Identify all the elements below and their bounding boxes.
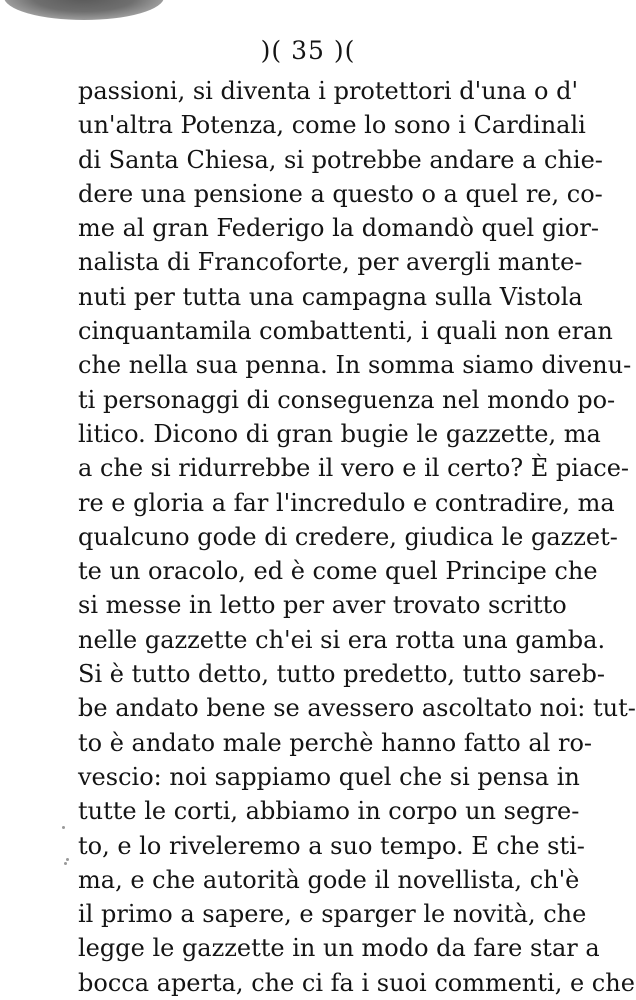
text-line: ma, e che autorità gode il novellista, ch'è <box>78 865 580 894</box>
text-line: Si è tutto detto, tutto predetto, tutto sareb- <box>78 660 605 689</box>
text-line: to è andato male perchè hanno fatto al ro- <box>78 728 593 757</box>
paper-speck <box>62 826 65 829</box>
text-line: dere una pensione a questo o a quel re, co- <box>78 179 603 208</box>
text-line: nuti per tutta una campagna sulla Vistola <box>78 282 583 311</box>
text-line: a che si ridurrebbe il vero e il certo? È piace- <box>78 454 630 483</box>
paper-speck <box>64 862 67 865</box>
text-line: qualcuno gode di credere, giudica le gazzet- <box>78 522 618 551</box>
text-line: nalista di Francoforte, per avergli mante- <box>78 248 583 277</box>
text-line: vescio: noi sappiamo quel che si pensa in <box>78 762 580 791</box>
text-line: be andato bene se avessero ascoltato noi: tut- <box>78 694 636 723</box>
text-line: ti personaggi di conseguenza nel mondo po- <box>78 385 616 414</box>
text-line: cinquantamila combattenti, i quali non eran <box>78 317 613 346</box>
text-line: nelle gazzette ch'ei si era rotta una gamba. <box>78 625 606 654</box>
text-line: re e gloria a far l'incredulo e contradire, ma <box>78 488 615 517</box>
page-number: )( 35 )( <box>260 36 356 65</box>
text-line: passioni, si diventa i protettori d'una o d' <box>78 77 579 105</box>
text-line: si messe in letto per aver trovato scritto <box>78 591 567 620</box>
text-line: bocca aperta, che ci fa i suoi commenti, e che <box>78 968 635 997</box>
text-line: di Santa Chiesa, si potrebbe andare a chie- <box>78 145 603 174</box>
text-line: un'altra Potenza, come lo sono i Cardinali <box>78 111 586 140</box>
body-text <box>78 74 636 1000</box>
page-corner-smudge <box>4 0 164 20</box>
text-line: te un oracolo, ed è come quel Principe che <box>78 557 598 586</box>
text-line: il primo a sapere, e sparger le novità, che <box>78 900 587 929</box>
text-line: to, e lo riveleremo a suo tempo. E che sti- <box>78 831 585 860</box>
text-line: legge le gazzette in un modo da fare star a <box>78 934 600 963</box>
text-line: tutte le corti, abbiamo in corpo un segre- <box>78 797 580 826</box>
text-line: che nella sua penna. In somma siamo divenu- <box>78 351 632 380</box>
text-line: me al gran Federigo la domandò quel gior- <box>78 214 599 243</box>
text-line: litico. Dicono di gran bugie le gazzette, ma <box>78 419 601 448</box>
paper-speck <box>66 858 69 861</box>
